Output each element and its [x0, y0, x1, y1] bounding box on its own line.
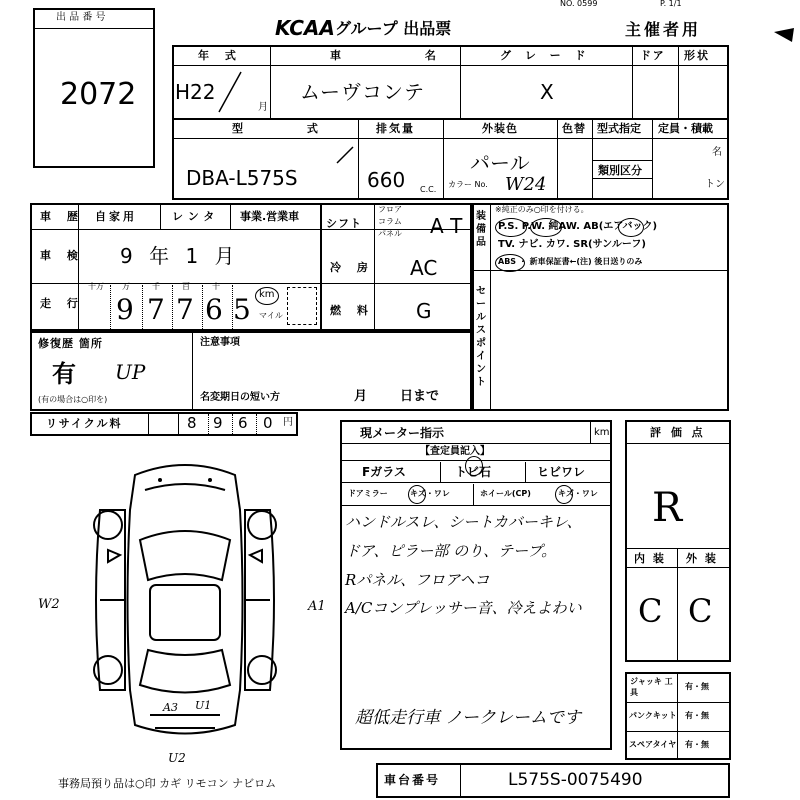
chassis-value: L575S-0075490: [508, 770, 643, 790]
equipment-row-2: TV. ナビ. カワ. SR(サンルーフ): [498, 239, 646, 250]
jack-label: ジャッキ 工具: [630, 677, 673, 697]
yen-unit: 円: [283, 417, 293, 428]
color-header: 外装色: [482, 122, 518, 135]
equipment-label: 装備品: [476, 211, 486, 248]
car-name-value: ムーヴコンテ: [300, 80, 425, 104]
capacity-unit-persons: 名: [712, 147, 722, 158]
type-designation-header: 型式指定: [597, 122, 641, 135]
private-option: 自家用: [95, 210, 137, 223]
chip-label: トビ石: [455, 465, 492, 479]
car-history-header: 車 歴: [40, 210, 84, 223]
mirror-circle: [408, 485, 426, 504]
fuel-value: G: [416, 299, 432, 323]
ac-value: AC: [410, 256, 438, 280]
rental-option: レンタ: [172, 210, 220, 223]
recycle-digit-3: 6: [238, 414, 248, 432]
chassis-header: 車台番号: [384, 773, 441, 787]
ps-circle: [495, 218, 527, 237]
diagram-mark-w2: W2: [38, 597, 60, 612]
year-header: 年 式: [198, 49, 242, 62]
lot-number: 2072: [60, 77, 137, 112]
shift-column: コラム: [378, 217, 402, 226]
fax-page: P. 1/1: [660, 0, 682, 8]
car-name-header: 車 名: [330, 49, 476, 62]
note-line-5: 超低走行車 ノークレームです: [355, 708, 581, 728]
year-month-label: 月: [258, 102, 268, 113]
fuel-header: 燃 料: [330, 304, 374, 317]
spare-yes-no: 有・無: [685, 740, 709, 749]
wheel-option: キズ・ワレ: [558, 489, 598, 498]
form-title: グループ 出品票: [335, 19, 452, 38]
note-line-3: Rパネル、フロアヘコ: [345, 571, 490, 589]
repair-value: 有: [52, 360, 76, 388]
km-unit: km: [259, 289, 275, 300]
model-value: DBA-L575S: [186, 166, 298, 190]
year-value: H22: [175, 80, 216, 104]
name-change-day: 日まで: [400, 389, 440, 404]
shift-header: シフト: [326, 217, 362, 230]
shaken-header: 車 検: [40, 249, 84, 262]
equipment-note: ※純正のみ○印を付ける。: [495, 205, 589, 214]
front-glass-label: Fガラス: [362, 465, 406, 479]
sales-point-label: セールスポイント: [476, 286, 486, 388]
diagram-mark-a1: A1: [308, 599, 326, 614]
assessor-header: 【査定員記入】: [420, 446, 490, 457]
exterior-header: 外 装: [686, 552, 718, 565]
pw-circle: [530, 218, 562, 237]
name-change-label: 名変期日の短い方: [200, 392, 280, 403]
jack-yes-no: 有・無: [685, 682, 709, 691]
color-no-value: W24: [505, 174, 547, 195]
mile-unit: マイル: [259, 311, 283, 320]
model-header: 型 式: [232, 122, 348, 135]
car-diagram: [70, 450, 300, 750]
meter-header: 現メーター指示: [360, 426, 445, 440]
diagram-mark-u2: U2: [168, 751, 186, 765]
interior-header: 内 装: [634, 552, 666, 565]
capacity-unit-tons: トン: [705, 179, 725, 190]
mirror-label: ドアミラー: [348, 489, 388, 498]
crack-label: ヒビワレ: [537, 465, 586, 479]
check-mark: [335, 145, 355, 167]
note-line-1: ハンドルスレ、シートカバーキレ、: [345, 513, 582, 531]
diagram-mark-u1: U1: [195, 699, 212, 712]
note-line-2: ドア、ピラー部 のり、テープ。: [345, 542, 557, 560]
spare-tire-label: スペアタイヤ: [629, 740, 677, 749]
slash-mark: [215, 70, 245, 114]
puncture-yes-no: 有・無: [685, 711, 709, 720]
recycle-digit-1: 8: [187, 414, 197, 432]
wheel-circle: [555, 485, 573, 504]
meter-km: km: [594, 427, 610, 438]
repair-note: UP: [115, 360, 146, 384]
shape-header: 形状: [684, 49, 710, 62]
recycle-digit-4: 0: [263, 414, 273, 432]
shift-value: AT: [430, 214, 471, 238]
score-header: 評 価 点: [650, 426, 706, 439]
ac-header: 冷 房: [330, 261, 374, 274]
color-value: パール: [470, 151, 530, 175]
door-header: ドア: [640, 49, 666, 62]
note-line-4: A/Cコンプレッサー音、冷えよわい: [345, 599, 582, 617]
equipment-row-3: ABS ・ 新車保証書←(注) 後日送りのみ: [498, 257, 643, 266]
color-no-label: カラー No.: [448, 180, 488, 189]
repair-header: 修復歴 箇所: [38, 337, 103, 350]
shift-panel: パネル: [378, 229, 402, 238]
fax-no: NO. 0599: [560, 0, 598, 8]
recycle-digit-2: 9: [213, 414, 223, 432]
class-header: 類別区分: [598, 164, 642, 177]
capacity-header: 定員・積載: [658, 122, 713, 135]
mirror-option: キズ・ワレ: [410, 489, 450, 498]
wheel-label: ホイール(CP): [480, 489, 531, 498]
host-use: 主催者用: [625, 20, 702, 39]
abs-circle: [495, 254, 525, 272]
cc-label: C.C.: [420, 185, 437, 194]
displacement-value: 660: [367, 168, 406, 192]
grade-header: グ レ ー ド: [500, 49, 591, 62]
mile-checkbox[interactable]: [287, 287, 317, 325]
notice-header: 注意事項: [200, 337, 240, 348]
office-items-note: 事務局預り品は○印 カギ リモコン ナビロム: [58, 777, 277, 790]
interior-value: C: [638, 592, 663, 630]
puncture-kit-label: パンクキット: [629, 711, 677, 720]
brand-logo: KCAA: [275, 16, 335, 40]
displacement-header: 排気量: [376, 122, 415, 135]
ab-circle: [618, 218, 644, 237]
corner-mark-icon: [774, 28, 794, 44]
lot-label: 出 品 番 号: [56, 12, 106, 23]
diagram-mark-a3: A3: [163, 701, 178, 714]
name-change-month: 月: [354, 389, 368, 404]
recycle-header: リサイクル料: [46, 417, 123, 430]
exterior-value: C: [688, 592, 713, 630]
score-value: R: [652, 485, 683, 531]
mileage-header: 走 行: [40, 297, 84, 310]
shift-floor: フロア: [378, 205, 402, 214]
grade-value: X: [540, 80, 554, 104]
business-option: 事業.営業車: [240, 210, 300, 223]
shaken-value: 9 年 1 月: [120, 244, 235, 268]
repair-hint: (有の場合は○印を): [38, 395, 108, 404]
color-change-header: 色替: [562, 122, 586, 135]
chip-circle: [465, 456, 483, 476]
equipment-row-1: P.S. P.W. 純AW. AB(エアバック): [498, 221, 658, 232]
